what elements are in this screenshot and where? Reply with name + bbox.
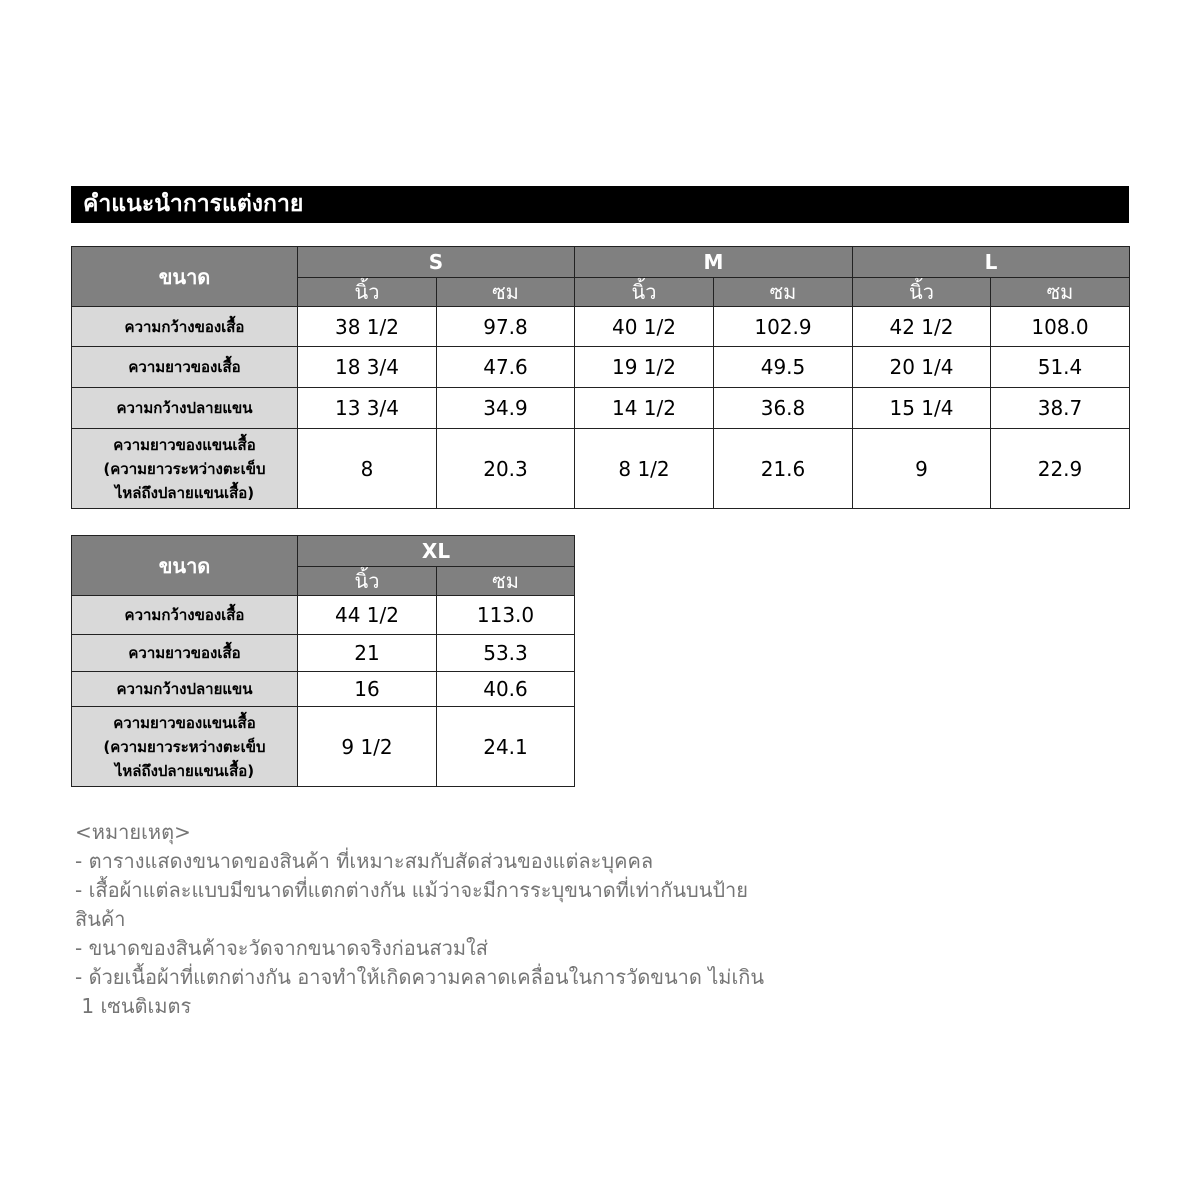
unit-cm: ซม — [714, 278, 853, 307]
table-cell: 20.3 — [437, 429, 575, 509]
row-label-sleeve-line: ความยาวของแขนเสื้อ — [113, 713, 256, 732]
table-cell: 15 1/4 — [853, 388, 991, 429]
table-row — [72, 347, 1130, 388]
note-line: สินค้า — [75, 907, 126, 931]
table-cell: 42 1/2 — [853, 307, 991, 347]
size-l-header: L — [853, 247, 1130, 278]
table-row — [72, 707, 575, 787]
size-m-header: M — [575, 247, 853, 278]
notes-heading: <หมายเหตุ> — [75, 820, 191, 844]
table-cell: 19 1/2 — [575, 347, 714, 388]
table-cell: 8 1/2 — [575, 429, 714, 509]
table-row — [72, 635, 575, 672]
table-row — [72, 429, 1130, 509]
unit-inch: นิ้ว — [853, 278, 991, 307]
table-cell: 14 1/2 — [575, 388, 714, 429]
unit-inch: นิ้ว — [298, 567, 437, 596]
table-cell: 53.3 — [437, 635, 575, 672]
row-label-sleeve-line: ไหล่ถึงปลายแขนเสื้อ) — [114, 483, 255, 502]
size-s-header: S — [298, 247, 575, 278]
note-line: - เสื้อผ้าแต่ละแบบมีขนาดที่แตกต่างกัน แม้ว่าจะมีการระบุขนาดที่เท่ากันบนป้าย — [75, 878, 749, 902]
row-label-cuff: ความกว้างปลายแขน — [72, 672, 298, 707]
table-cell: 51.4 — [991, 347, 1130, 388]
table-cell: 8 — [298, 429, 437, 509]
unit-inch: นิ้ว — [575, 278, 714, 307]
note-line: - ตารางแสดงขนาดของสินค้า ที่เหมาะสมกับสัดส่วนของแต่ละบุคคล — [75, 849, 654, 873]
row-label-sleeve-line: (ความยาวระหว่างตะเข็บ — [103, 459, 266, 478]
table-cell: 16 — [298, 672, 437, 707]
table-cell: 102.9 — [714, 307, 853, 347]
table-row — [72, 307, 1130, 347]
size-table-s-m-l — [71, 246, 1130, 509]
table-row — [72, 596, 575, 635]
table-cell: 24.1 — [437, 707, 575, 787]
table-cell: 40.6 — [437, 672, 575, 707]
note-line: - ด้วยเนื้อผ้าที่แตกต่างกัน อาจทำให้เกิดความคลาดเคลื่อนในการวัดขนาด ไม่เกิน — [75, 965, 765, 989]
table-cell: 108.0 — [991, 307, 1130, 347]
table-cell: 97.8 — [437, 307, 575, 347]
size-header: ขนาด — [72, 536, 298, 596]
unit-cm: ซม — [991, 278, 1130, 307]
unit-cm: ซม — [437, 278, 575, 307]
table-cell: 34.9 — [437, 388, 575, 429]
table-cell: 9 — [853, 429, 991, 509]
row-label-cuff: ความกว้างปลายแขน — [72, 388, 298, 429]
table-cell: 36.8 — [714, 388, 853, 429]
unit-inch: นิ้ว — [298, 278, 437, 307]
size-xl-header: XL — [298, 536, 575, 567]
table-cell: 18 3/4 — [298, 347, 437, 388]
page-title: คำแนะนำการแต่งกาย — [71, 186, 1129, 223]
row-label-sleeve — [72, 429, 298, 509]
row-label-sleeve-line: ไหล่ถึงปลายแขนเสื้อ) — [114, 761, 255, 780]
table-row — [72, 388, 1130, 429]
table-cell: 13 3/4 — [298, 388, 437, 429]
row-label-length: ความยาวของเสื้อ — [72, 347, 298, 388]
unit-cm: ซม — [437, 567, 575, 596]
row-label-sleeve — [72, 707, 298, 787]
table-cell: 47.6 — [437, 347, 575, 388]
row-label-chest: ความกว้างของเสื้อ — [72, 596, 298, 635]
note-line: - ขนาดของสินค้าจะวัดจากขนาดจริงก่อนสวมใส่ — [75, 936, 488, 960]
table-row — [72, 672, 575, 707]
table-cell: 22.9 — [991, 429, 1130, 509]
row-label-chest: ความกว้างของเสื้อ — [72, 307, 298, 347]
size-header: ขนาด — [72, 247, 298, 307]
table-cell: 21 — [298, 635, 437, 672]
notes-section — [75, 818, 875, 1021]
table-cell: 40 1/2 — [575, 307, 714, 347]
table-cell: 38 1/2 — [298, 307, 437, 347]
table-cell: 21.6 — [714, 429, 853, 509]
note-line: 1 เซนติเมตร — [75, 994, 192, 1018]
table-cell: 113.0 — [437, 596, 575, 635]
table-cell: 20 1/4 — [853, 347, 991, 388]
row-label-sleeve-line: (ความยาวระหว่างตะเข็บ — [103, 737, 266, 756]
table-cell: 9 1/2 — [298, 707, 437, 787]
table-cell: 49.5 — [714, 347, 853, 388]
table-cell: 38.7 — [991, 388, 1130, 429]
table-cell: 44 1/2 — [298, 596, 437, 635]
row-label-sleeve-line: ความยาวของแขนเสื้อ — [113, 435, 256, 454]
size-table-xl — [71, 535, 575, 787]
row-label-length: ความยาวของเสื้อ — [72, 635, 298, 672]
